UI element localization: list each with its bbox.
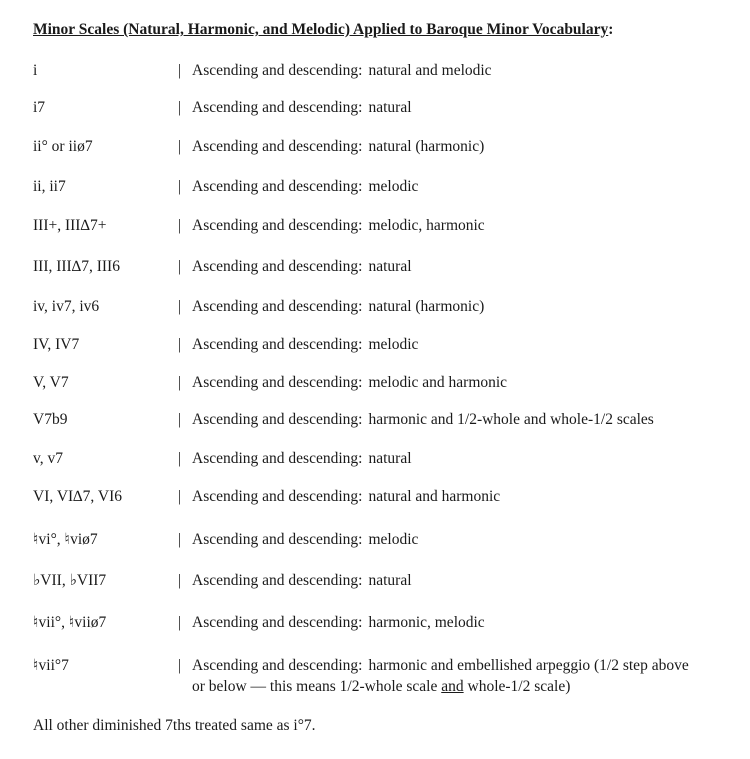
scale-description (178, 448, 733, 469)
scale-description (178, 409, 733, 430)
scale-description (178, 372, 733, 393)
separator-bar: | (178, 336, 182, 353)
direction-label: Ascending and descending: (192, 614, 363, 631)
continuation-text-end: whole-1/2 scale) (463, 678, 571, 695)
scale-list: natural and harmonic (368, 488, 501, 505)
scale-list: harmonic and 1/2-whole and whole-1/2 scales (368, 411, 654, 428)
scale-description (178, 529, 733, 550)
chord-label: III, III∆7, III6 (33, 258, 120, 275)
direction-label: Ascending and descending: (192, 531, 363, 548)
scale-description (178, 97, 733, 118)
direction-label: Ascending and descending: (192, 178, 363, 195)
direction-label: Ascending and descending: (192, 62, 363, 79)
scale-description (178, 570, 733, 591)
chord-label: iv, iv7, iv6 (33, 298, 100, 315)
scale-list: melodic and harmonic (368, 374, 508, 391)
direction-label: Ascending and descending: (192, 488, 363, 505)
chord-label: V7b9 (33, 411, 68, 428)
direction-label: Ascending and descending: (192, 138, 363, 155)
chord-label: ii, ii7 (33, 178, 66, 195)
chord-label: v, v7 (33, 450, 63, 467)
chord-label: V, V7 (33, 374, 69, 391)
chord-label: ♮vii°, ♮viiø7 (33, 614, 107, 631)
scale-list: melodic, harmonic (368, 217, 485, 234)
scale-description (178, 334, 733, 355)
separator-bar: | (178, 374, 182, 391)
chord-label: i (33, 62, 38, 79)
scale-list: natural (368, 572, 412, 589)
scale-list: natural and melodic (368, 62, 492, 79)
separator-bar: | (178, 258, 182, 275)
direction-label: Ascending and descending: (192, 450, 363, 467)
separator-bar: | (178, 99, 182, 116)
scale-list: natural (368, 258, 412, 275)
direction-label: Ascending and descending: (192, 336, 363, 353)
scale-description (178, 612, 733, 633)
footer-note: All other diminished 7ths treated same as i°7. (33, 717, 316, 734)
direction-label: Ascending and descending: (192, 572, 363, 589)
scale-description (178, 60, 733, 81)
direction-label: Ascending and descending: (192, 217, 363, 234)
direction-label: Ascending and descending: (192, 258, 363, 275)
scale-description (178, 296, 733, 317)
direction-label: Ascending and descending: (192, 374, 363, 391)
direction-label: Ascending and descending: (192, 657, 363, 674)
chord-label: ♭VII, ♭VII7 (33, 572, 107, 589)
separator-bar: | (178, 298, 182, 315)
scale-description (178, 136, 733, 157)
scale-description (178, 655, 733, 697)
scale-list: natural (harmonic) (368, 138, 485, 155)
separator-bar: | (178, 62, 182, 79)
separator-bar: | (178, 138, 182, 155)
chord-label: IV, IV7 (33, 336, 80, 353)
scale-description (178, 256, 733, 277)
scale-list: natural (368, 99, 412, 116)
scale-description (178, 176, 733, 197)
chord-label: ♮vi°, ♮viø7 (33, 531, 98, 548)
continuation-text: or below — this means 1/2-whole scale (192, 678, 442, 695)
scale-list: natural (368, 450, 412, 467)
chord-label: III+, III∆7+ (33, 217, 107, 234)
underlined-and: and (441, 678, 464, 695)
scale-list-continued (178, 676, 733, 697)
scale-description (178, 215, 733, 236)
chord-label: ii° or iiø7 (33, 138, 93, 155)
scale-list: natural (harmonic) (368, 298, 485, 315)
page-title-colon: : (608, 21, 614, 38)
separator-bar: | (178, 614, 182, 631)
page-title-text: Minor Scales (Natural, Harmonic, and Melodic) Applied to Baroque Minor Vocabulary (33, 21, 609, 38)
separator-bar: | (178, 217, 182, 234)
separator-bar: | (178, 572, 182, 589)
chord-label: VI, VI∆7, VI6 (33, 488, 122, 505)
chord-label: i7 (33, 99, 46, 116)
scale-description (178, 486, 733, 507)
direction-label: Ascending and descending: (192, 99, 363, 116)
separator-bar: | (178, 488, 182, 505)
scale-list: melodic (368, 336, 419, 353)
separator-bar: | (178, 178, 182, 195)
separator-bar: | (178, 657, 182, 674)
scale-list: melodic (368, 178, 419, 195)
separator-bar: | (178, 450, 182, 467)
page-title (33, 21, 613, 39)
scale-list: harmonic, melodic (368, 614, 485, 631)
scale-list: harmonic and embellished arpeggio (1/2 step above (368, 657, 689, 674)
scale-list: melodic (368, 531, 419, 548)
direction-label: Ascending and descending: (192, 298, 363, 315)
direction-label: Ascending and descending: (192, 411, 363, 428)
separator-bar: | (178, 411, 182, 428)
separator-bar: | (178, 531, 182, 548)
chord-label: ♮vii°7 (33, 657, 69, 674)
